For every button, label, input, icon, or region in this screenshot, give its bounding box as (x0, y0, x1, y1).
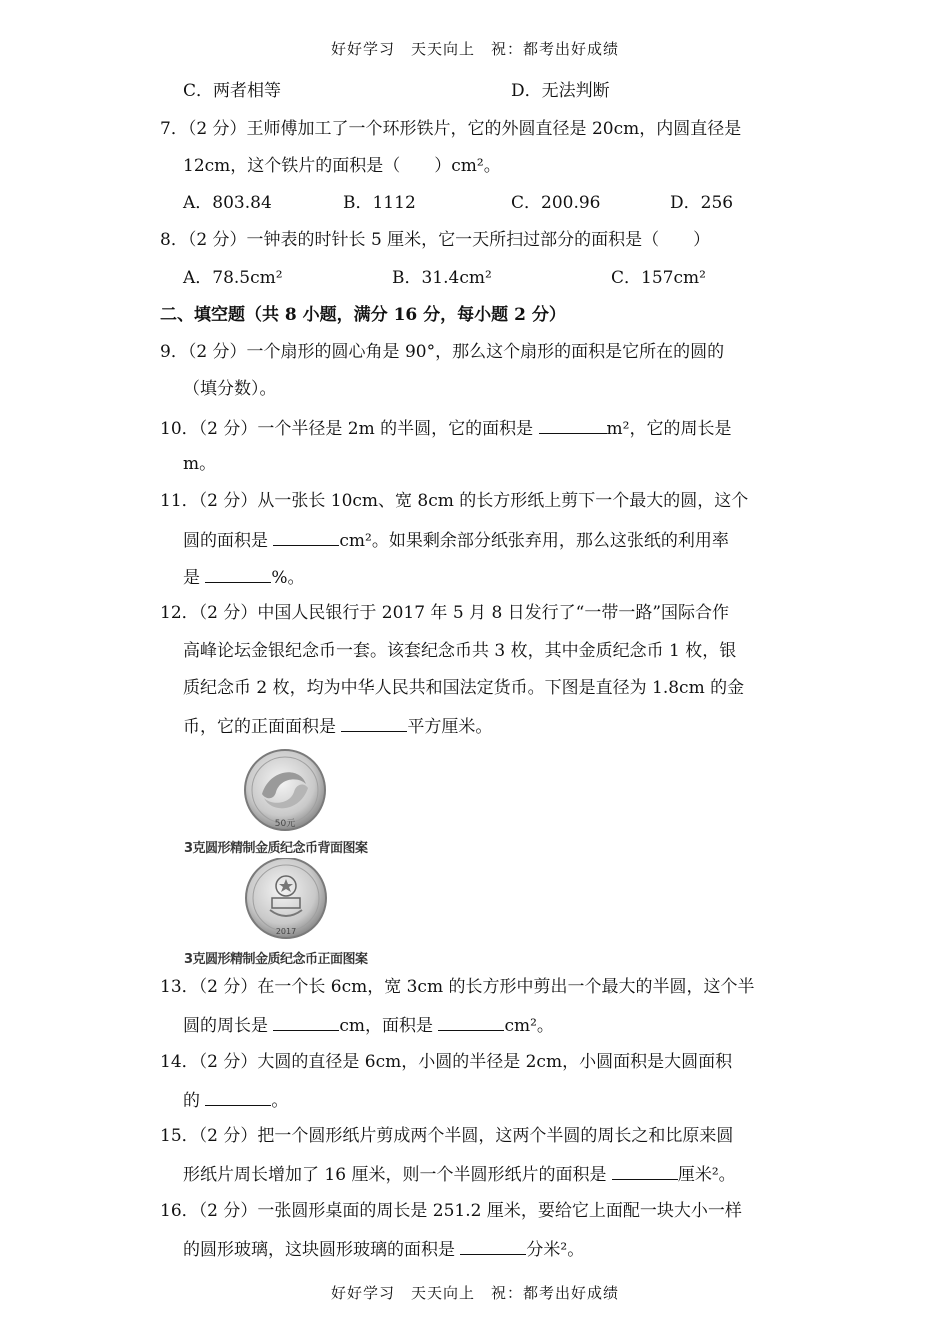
q10-line-1 (160, 415, 731, 441)
q12-line-4 (183, 713, 492, 739)
q14-text-pre: 的 (183, 1091, 200, 1111)
coin-back-value: 50元 (274, 819, 296, 829)
q13-line-1: 13．（2 分）在一个长 6cm，宽 3cm 的长方形中剪出一个最大的半圆，这个半 (160, 977, 755, 997)
q12-text-pre: 币，它的正面面积是 (183, 717, 336, 737)
q7-line-2: 12cm，这个铁片的面积是（ ）cm²。 (183, 156, 501, 176)
q14-line-1: 14．（2 分）大圆的直径是 6cm，小圆的半径是 2cm，小圆面积是大圆面积 (160, 1052, 733, 1072)
q7-option-a: A．803.84 (183, 193, 272, 213)
q10-text-pre: 10．（2 分）一个半径是 2m 的半圆，它的面积是 (160, 419, 534, 439)
q8-line-1: 8．（2 分）一钟表的时针长 5 厘米，它一天所扫过部分的面积是（ ） (160, 230, 711, 250)
section-2-heading: 二、填空题（共 8 小题，满分 16 分，每小题 2 分） (160, 305, 566, 325)
q8-option-b: B．31.4cm² (392, 268, 492, 288)
q11-blank-rate (205, 564, 271, 583)
coin-back-caption: 3克圆形精制金质纪念币背面图案 (184, 841, 368, 856)
q16-text-pre: 的圆形玻璃，这块圆形玻璃的面积是 (183, 1240, 455, 1260)
q15-text-pre: 形纸片周长增加了 16 厘米，则一个半圆形纸片的面积是 (183, 1165, 607, 1185)
q8-option-a: A．78.5cm² (183, 268, 283, 288)
q11-text-pre-3: 是 (183, 568, 200, 588)
coin-front-year: 2017 (275, 927, 297, 936)
q8-option-c: C．157cm² (611, 268, 706, 288)
q7-line-1: 7．（2 分）王师傅加工了一个环形铁片，它的外圆直径是 20cm，内圆直径是 (160, 119, 742, 139)
q16-line-1: 16．（2 分）一张圆形桌面的周长是 251.2 厘米，要给它上面配一块大小一样 (160, 1201, 742, 1221)
q10-blank-area (539, 415, 607, 434)
q12-line-1: 12．（2 分）中国人民银行于 2017 年 5 月 8 日发行了“一带一路”国际合作 (160, 603, 730, 623)
q7-option-c: C．200.96 (511, 193, 601, 213)
q7-option-b: B．1112 (343, 193, 416, 213)
q11-line-2 (183, 527, 729, 553)
q16-text-post: 分米²。 (526, 1240, 585, 1260)
q11-text-pre: 圆的面积是 (183, 531, 268, 551)
coin-front-image (240, 858, 332, 949)
q14-text-post: 。 (271, 1091, 289, 1111)
q6-option-c: C．两者相等 (183, 81, 282, 101)
q13-blank-perimeter (273, 1012, 339, 1031)
q11-line-3 (183, 564, 305, 590)
q16-line-2 (183, 1236, 584, 1262)
q10-line-2: m。 (183, 454, 217, 474)
q13-text-pre: 圆的周长是 (183, 1016, 268, 1036)
q12-blank (341, 713, 407, 732)
q13-blank-area (438, 1012, 504, 1031)
q13-text-post: cm²。 (504, 1016, 554, 1036)
q7-option-d: D．256 (670, 193, 734, 213)
q11-blank-area (273, 527, 339, 546)
q14-line-2 (183, 1087, 288, 1113)
q9-line-1: 9．（2 分）一个扇形的圆心角是 90°，那么这个扇形的面积是它所在的圆的 (160, 342, 725, 362)
q15-line-2 (183, 1161, 736, 1187)
q12-line-2: 高峰论坛金银纪念币一套。该套纪念币共 3 枚，其中金质纪念币 1 枚，银 (183, 641, 737, 661)
coin-back-image (240, 748, 330, 841)
q13-text-mid: cm，面积是 (339, 1016, 434, 1036)
q15-text-post: 厘米²。 (677, 1165, 736, 1185)
q16-blank (460, 1236, 526, 1255)
page-header: 好好学习 天天向上 祝：都考出好成绩 (330, 40, 619, 58)
page-footer: 好好学习 天天向上 祝：都考出好成绩 (330, 1284, 619, 1302)
q12-line-3: 质纪念币 2 枚，均为中华人民共和国法定货币。下图是直径为 1.8cm 的金 (183, 678, 745, 698)
q12-text-post: 平方厘米。 (407, 717, 493, 737)
q10-text-mid: m²，它的周长是 (606, 419, 732, 439)
q11-text-post: cm²。如果剩余部分纸张弃用，那么这张纸的利用率 (339, 531, 729, 551)
q11-text-post-3: %。 (271, 568, 305, 588)
q15-blank (612, 1161, 678, 1180)
q6-option-d: D．无法判断 (511, 81, 610, 101)
q15-line-1: 15．（2 分）把一个圆形纸片剪成两个半圆，这两个半圆的周长之和比原来圆 (160, 1126, 734, 1146)
q13-line-2 (183, 1012, 554, 1038)
coin-front-caption: 3克圆形精制金质纪念币正面图案 (184, 952, 368, 967)
q11-line-1: 11．（2 分）从一张长 10cm、宽 8cm 的长方形纸上剪下一个最大的圆，这个 (160, 491, 749, 511)
q14-blank (205, 1087, 271, 1106)
q9-line-2: （填分数）。 (183, 379, 277, 399)
